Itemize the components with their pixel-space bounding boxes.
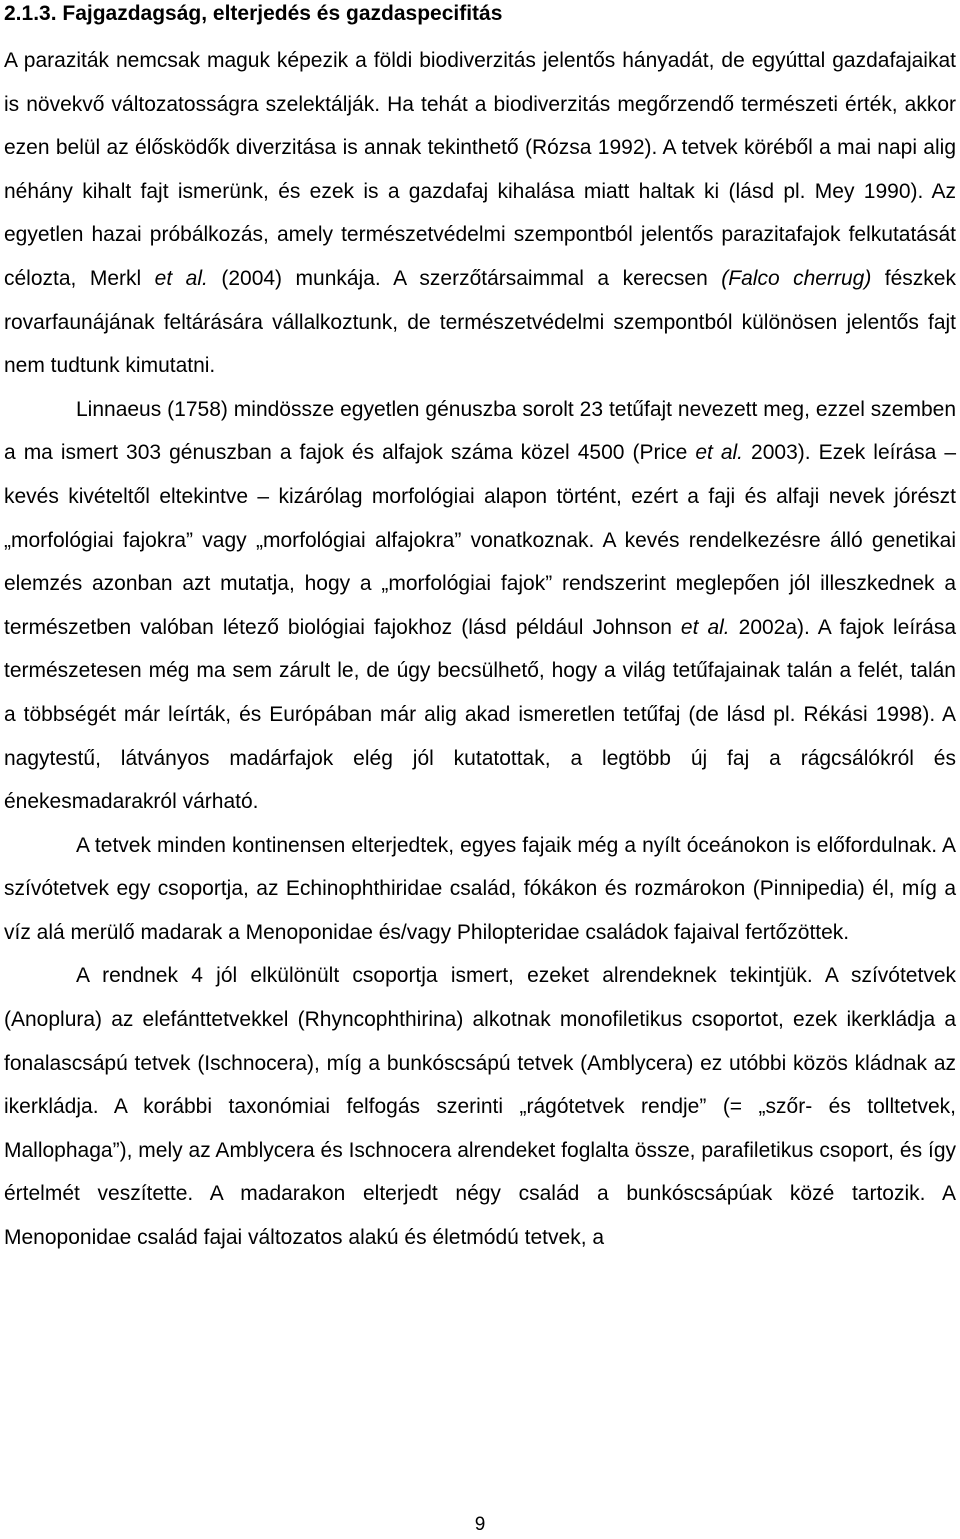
text-segment: fészkek rovarfaunájának feltárására vállalkoztunk, de természetvédelmi szempontból különösen jelentős fajt nem tudtunk kimutatni. <box>4 266 956 378</box>
italic-text: et al. <box>680 615 730 639</box>
document-page <box>4 0 956 1260</box>
text-segment: A rendnek 4 jól elkülönült csoportja ismert, ezeket alrendeknek tekintjük. A szívótetvek (Anoplura) az elefánttetvekkel (Rhyncophthirina) alkotnak monofiletikus csoportot, ezek ikerkládja a fonalascsápú tetvek (Ischnocera), míg a bunkóscsápú tetvek (Amblycera) ez utóbbi közös kládnak az ikerkládja. A korábbi taxonómiai felfogás szerinti „rágótetvek rendje” (= „szőr- és tolltetvek, Mallophaga”), mely az Amblycera és Ischnocera alrendeket foglalta össze, parafiletikus csoport, és így értelmét veszítette. A madarakon elterjedt négy család a bunkóscsápúak közé tartozik. A Menoponidae család fajai változatos alakú és életmódú tetvek, a <box>4 964 956 1250</box>
paragraph <box>4 824 956 955</box>
body-text <box>4 39 956 1260</box>
paragraph <box>4 954 956 1259</box>
section-heading: 2.1.3. Fajgazdagság, elterjedés és gazdaspecifitás <box>4 2 503 25</box>
text-segment: 2002a). A fajok leírása természetesen még ma sem zárult le, de úgy becsülhető, hogy a világ tetűfajainak talán a felét, talán a többségét már leírták, és Európában már alig akad ismeretlen tetűfaj (de lásd pl. Rékási 1998). A nagytestű, látványos madárfajok elég jól kutatottak, a legtöbb új faj a rágcsálókról és énekesmadarakról várható. <box>4 615 957 814</box>
page-number: 9 <box>474 1514 486 1535</box>
text-segment: A tetvek minden kontinensen elterjedtek, egyes fajaik még a nyílt óceánokon is előfordulnak. A szívótetvek egy csoportja, az Echinophthiridae család, fókákon és rozmárokon (Pinnipedia) él, míg a víz alá merülő madarak a Menoponidae és/vagy Philopteridae családok fajaival fertőzöttek. <box>4 833 956 944</box>
text-segment: 2003). Ezek leírása – kevés kivételtől eltekintve – kizárólag morfológiai alapon történt, ezért a faji és alfaji nevek jórészt „morfológiai fajokra” vagy „morfológiai alfajokra” vonatkoznak. A kevés rendelkezésre álló genetikai elemzés azonban azt mutatja, hogy a „morfológiai fajok” rendszerint meglepően jól illeszkednek a természetben valóban létező biológiai fajokhoz (lásd például Johnson <box>4 441 957 639</box>
italic-text: et al. <box>154 266 208 290</box>
paragraph <box>4 388 956 824</box>
italic-text: (Falco cherrug) <box>721 266 872 290</box>
paragraph <box>4 39 956 388</box>
text-segment: (2004) munkája. A szerzőtársaimmal a kerecsen <box>207 266 722 290</box>
italic-text: et al. <box>695 441 744 465</box>
text-segment: Linnaeus (1758) mindössze egyetlen génuszba sorolt 23 tetűfajt nevezett meg, ezzel szemben a ma ismert 303 génuszban a fajok és alfajok száma közel 4500 (Price <box>4 397 956 465</box>
text-segment: A paraziták nemcsak maguk képezik a földi biodiverzitás jelentős hányadát, de egyúttal gazdafajaikat is növekvő változatosságra szelektálják. Ha tehát a biodiverzitás megőrzendő természeti érték, akkor ezen belül az élősködők diverzitása is annak tekinthető (Rózsa 1992). A tetvek köréből a mai napi alig néhány kihalt fajt ismerünk, és ezek is a gazdafaj kihalása miatt haltak ki (lásd pl. Mey 1990). Az egyetlen hazai próbálkozás, amely természetvédelmi szempontból jelentős parazitafajok felkutatását célozta, Merkl <box>4 49 956 290</box>
